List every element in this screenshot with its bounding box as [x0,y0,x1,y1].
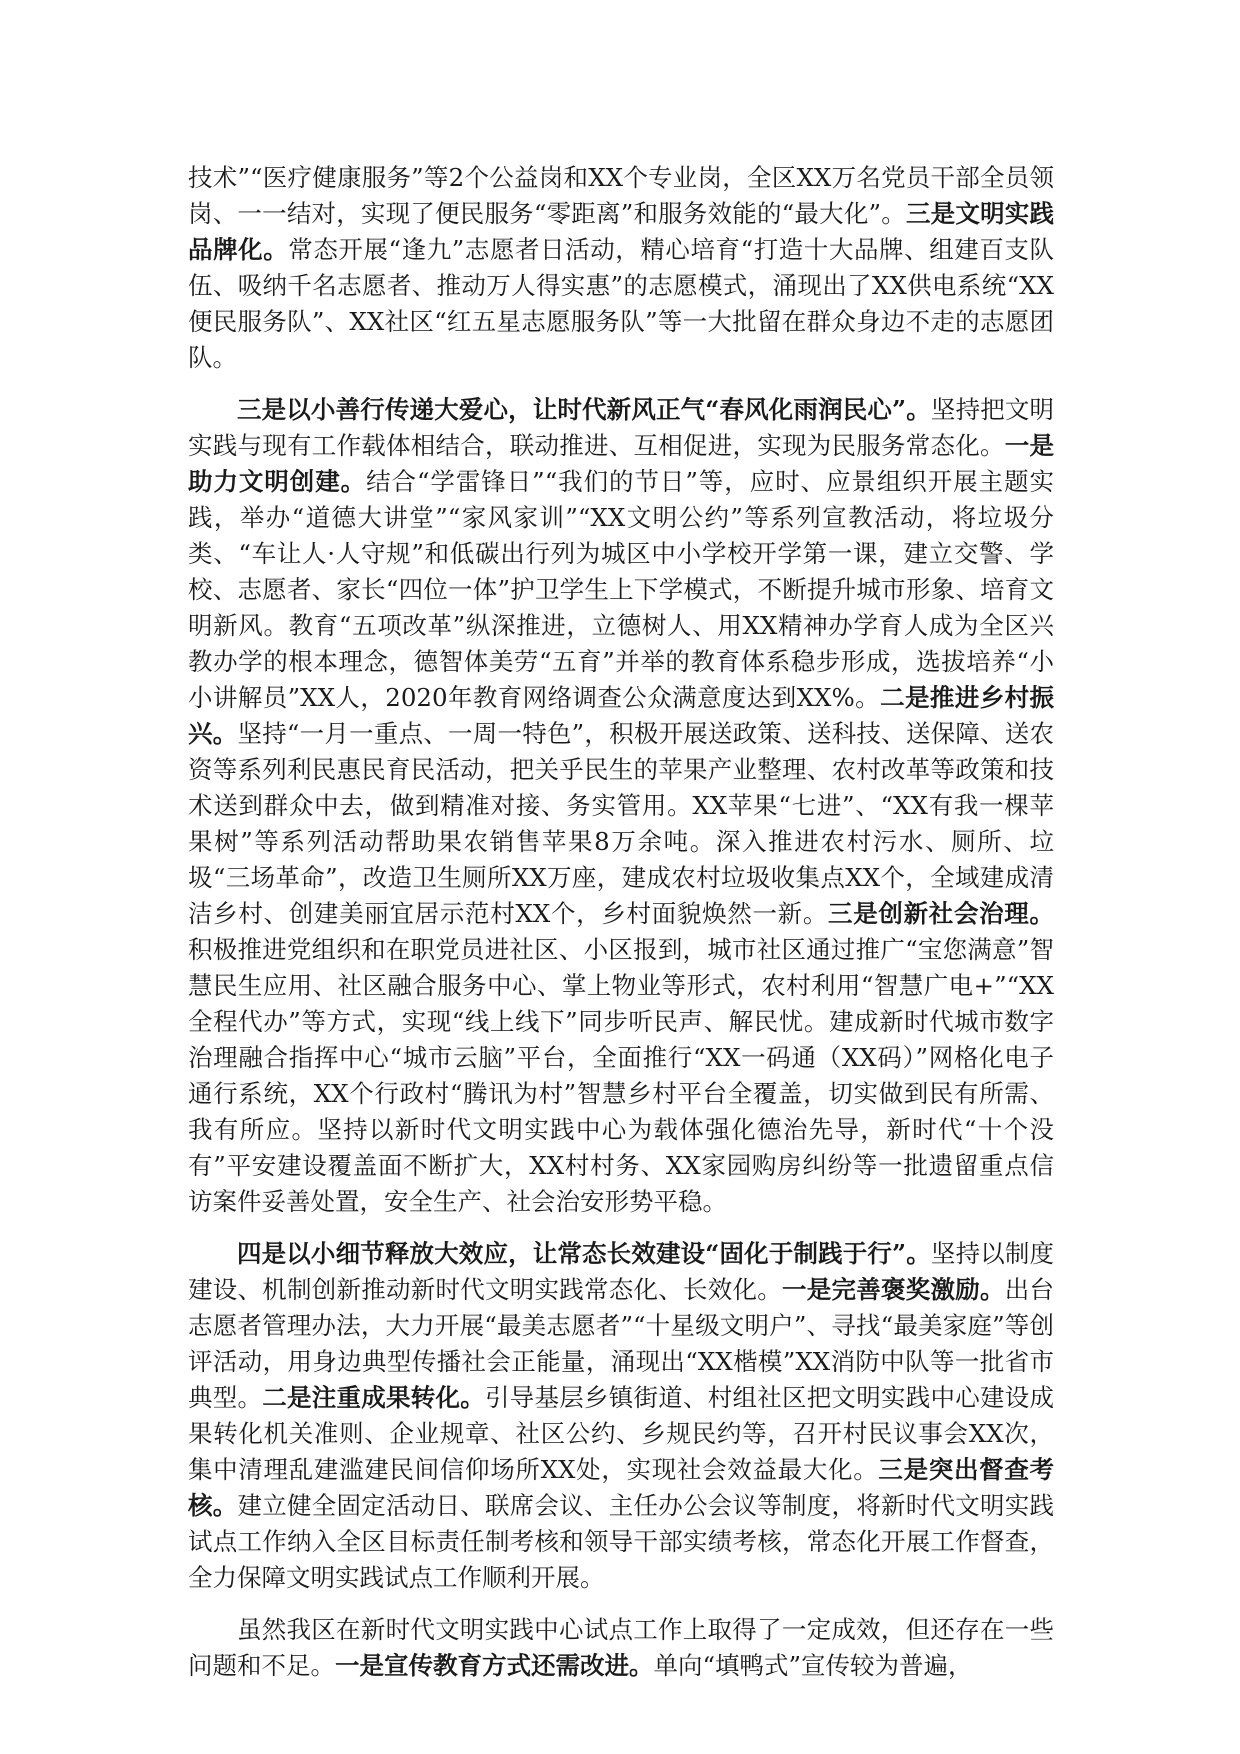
paragraph-2 [188,392,1054,1220]
section-heading-bold: 四是以小细节释放大效应，让常态长效建设“固化于制践于行”。 [237,1239,931,1268]
paragraph-3 [188,1236,1054,1596]
subheading-bold: 一是助力文明创建。 [188,431,1054,496]
paragraph-text: 建立健全固定活动日、联席会议、主任办公会议等制度，将新时代文明实践试点工作纳入全区目标责任制考核和领导干部实绩考核，常态化开展工作督查，全力保障文明实践试点工作顺利开展。 [188,1491,1054,1592]
subheading-bold: 一是完善褒奖激励。 [782,1275,1005,1304]
paragraph-text: 坚持以制度建设、机制创新推动新时代文明实践常态化、长效化。 [188,1239,1055,1304]
paragraph-text: 虽然我区在新时代文明实践中心试点工作上取得了一定成效，但还存在一些问题和不足。 [188,1615,1054,1680]
subheading-bold: 三是文明实践品牌化。 [188,199,1054,264]
subheading-bold: 一是宣传教育方式还需改进。 [335,1651,654,1680]
section-heading-bold: 三是以小善行传递大爱心，让时代新风正气“春风化雨润民心”。 [237,395,931,424]
paragraph-text: 结合“学雷锋日”“我们的节日”等，应时、应景组织开展主题实践，举办“道德大讲堂”“家风家训”“XX文明公约”等系列宣教活动，将垃圾分类、“车让人·人守规”和低碳出行列为城区中小学校开学第一课，建立交警、学校、志愿者、家长“四位一体”护卫学生上下学模式，不断提升城市形象、培育文明新风。教育“五项改革”纵深推进，立德树人、用XX精神办学育人成为全区兴教办学的根本理念，德智体美劳“五育”并举的教育体系稳步形成，选拔培养“小小讲解员”XX人，2020年教育网络调查公众满意度达到XX%。 [188,467,1055,712]
paragraph-text: 坚持把文明实践与现有工作载体相结合，联动推进、互相促进，实现为民服务常态化。 [188,395,1055,460]
paragraph-1 [188,160,1054,376]
paragraph-text: 常态开展“逢九”志愿者日活动，精心培育“打造十大品牌、组建百支队伍、吸纳千名志愿者、推动万人得实惠”的志愿模式，涌现出了XX供电系统“XX便民服务队”、XX社区“红五星志愿服务队”等一大批留在群众身边不走的志愿团队。 [188,235,1054,372]
subheading-bold: 三是创新社会治理。 [828,899,1054,928]
paragraph-4 [188,1612,1054,1684]
paragraph-text: 积极推进党组织和在职党员进社区、小区报到，城市社区通过推广“宝您满意”智慧民生应用、社区融合服务中心、掌上物业等形式，农村利用“智慧广电+”“XX全程代办”等方式，实现“线上线下”同步听民声、解民忧。建成新时代城市数字治理融合指挥中心“城市云脑”平台，全面推行“XX一码通（XX码）”网格化电子通行系统，XX个行政村“腾讯为村”智慧乡村平台全覆盖，切实做到民有所需、我有所应。坚持以新时代文明实践中心为载体强化德治先导，新时代“十个没有”平安建设覆盖面不断扩大，XX村村务、XX家园购房纠纷等一批遗留重点信访案件妥善处置，安全生产、社会治安形势平稳。 [188,935,1054,1216]
paragraph-text: 出台志愿者管理办法，大力开展“最美志愿者”“十星级文明户”、寻找“最美家庭”等创评活动，用身边典型传播社会正能量，涌现出“XX楷模”XX消防中队等一批省市典型。 [188,1275,1054,1412]
subheading-bold: 二是推进乡村振兴。 [188,683,1055,748]
paragraph-text: 坚持“一月一重点、一周一特色”，积极开展送政策、送科技、送保障、送农资等系列利民惠民育民活动，把关乎民生的苹果产业整理、农村改革等政策和技术送到群众中去，做到精准对接、务实管用。XX苹果“七进”、“XX有我一棵苹果树”等系列活动帮助果农销售苹果8万余吨。深入推进农村污水、厕所、垃圾“三场革命”，改造卫生厕所XX万座，建成农村垃圾收集点XX个，全域建成清洁乡村、创建美丽宜居示范村XX个，乡村面貌焕然一新。 [188,719,1055,928]
subheading-bold: 三是突出督查考核。 [188,1455,1055,1520]
subheading-bold: 二是注重成果转化。 [262,1383,485,1412]
document-page [188,160,1054,1700]
paragraph-text: 引导基层乡镇街道、村组社区把文明实践中心建设成果转化机关准则、企业规章、社区公约、乡规民约等，召开村民议事会XX次，集中清理乱建滥建民间信仰场所XX处，实现社会效益最大化。 [188,1383,1054,1484]
paragraph-text: 技术”“医疗健康服务”等2个公益岗和XX个专业岗，全区XX万名党员干部全员领岗、一一结对，实现了便民服务“零距离”和服务效能的“最大化”。 [188,163,1054,228]
paragraph-text: 单向“填鸭式”宣传较为普遍， [653,1651,973,1680]
